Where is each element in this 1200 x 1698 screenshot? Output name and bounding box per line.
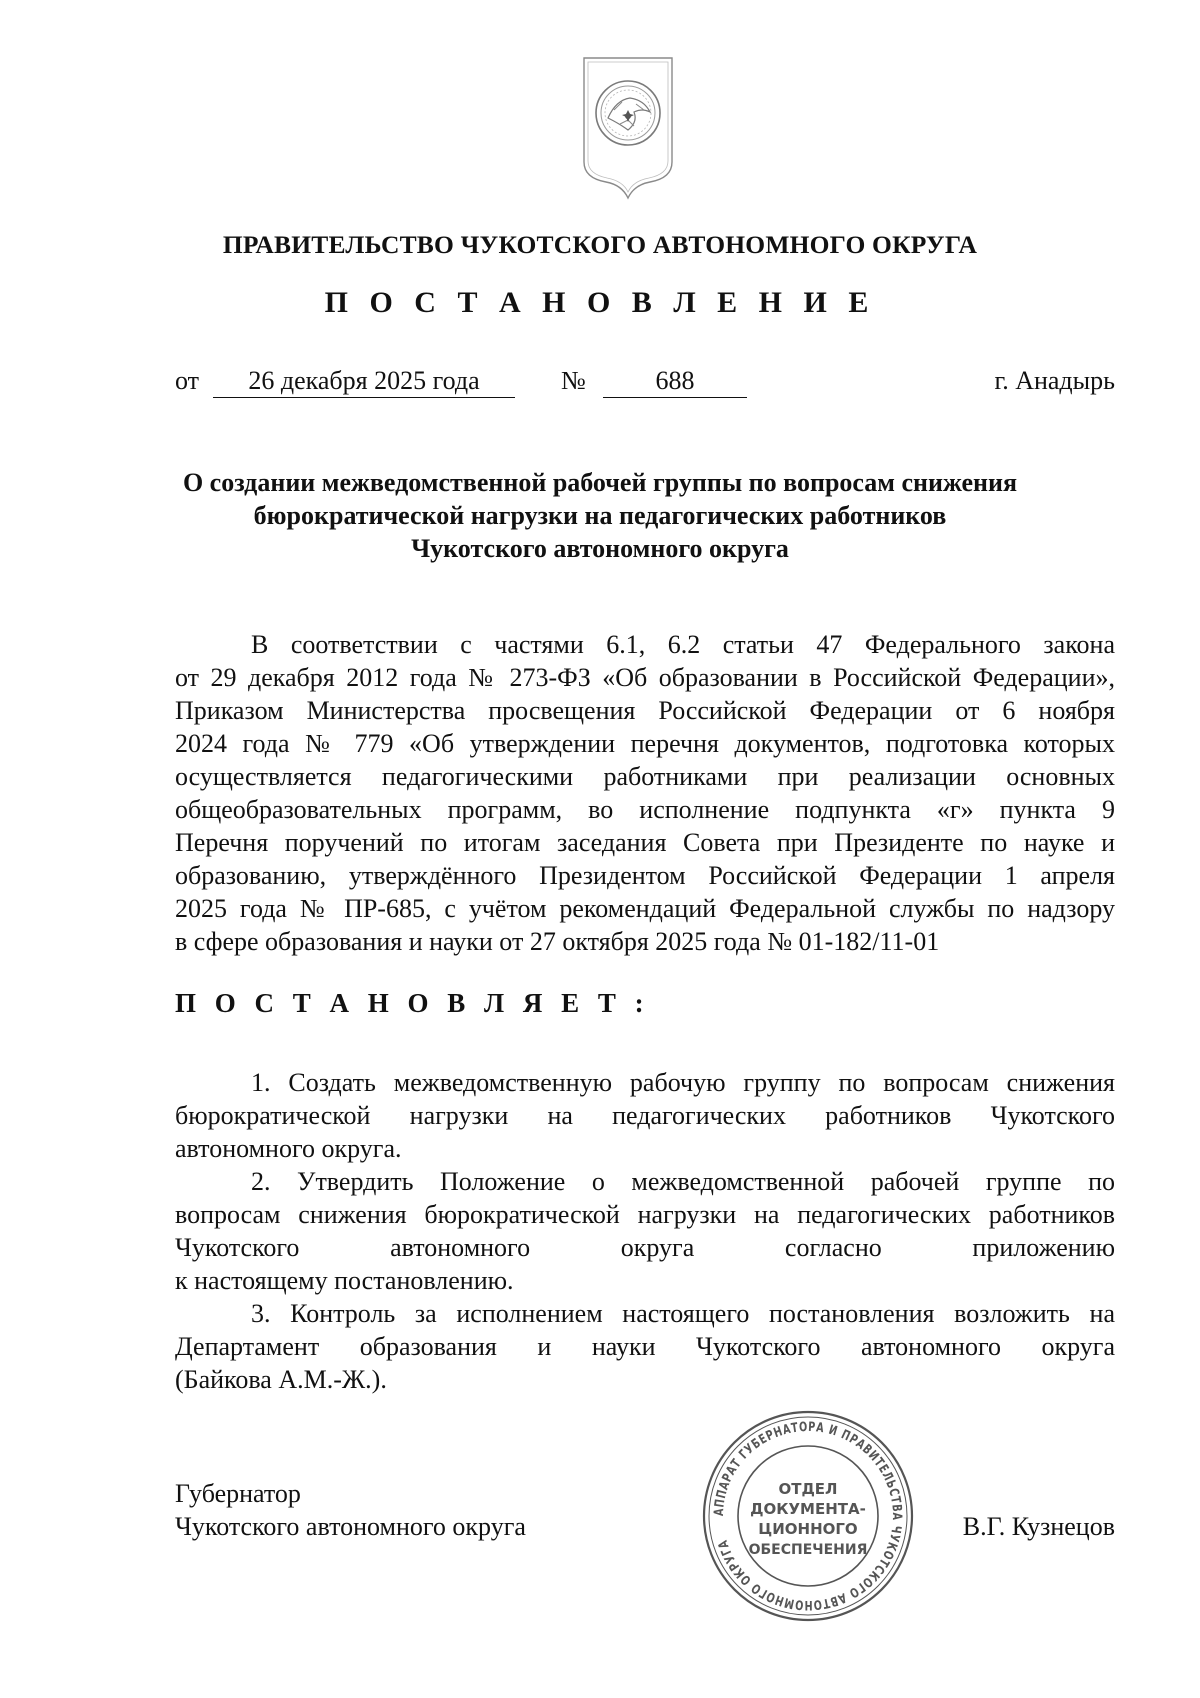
signatory-title-line: Чукотского автономного округа (175, 1512, 526, 1541)
subject-line: О создании межведомственной рабочей группы по вопросам снижения (182, 468, 1018, 497)
date-number-line (175, 366, 1115, 402)
preamble-line: от 29 декабря 2012 года № 273-ФЗ «Об образовании в Российской Федерации», (175, 663, 1115, 692)
item-1-line: автономного округа. (175, 1134, 402, 1163)
preamble-line: 2025 года № ПР-685, с учётом рекомендаций Федеральной службы по надзору (175, 894, 1115, 923)
document-number: 688 (603, 366, 747, 398)
item-2-line: 2. Утвердить Положение о межведомственной рабочей группе по (251, 1167, 1115, 1196)
signatory-title (175, 1477, 526, 1543)
preamble-line: осуществляется педагогическими работниками при реализации основных (175, 762, 1115, 791)
signatory-name: В.Г. Кузнецов (962, 1512, 1115, 1541)
preamble-line: В соответствии с частями 6.1, 6.2 статьи 47 Федерального закона (251, 630, 1115, 659)
preamble-line: общеобразовательных программ, во исполнение подпункта «г» пункта 9 (175, 795, 1115, 824)
subject-line: Чукотского автономного округа (411, 534, 789, 563)
preamble-line: 2024 года № 779 «Об утверждении перечня документов, подготовка которых (175, 729, 1115, 758)
signatory-title-line: Губернатор (175, 1479, 301, 1508)
item-1-line: бюрократической нагрузки на педагогических работников Чукотского (175, 1101, 1115, 1130)
item-1-line: 1. Создать межведомственную рабочую группу по вопросам снижения (251, 1068, 1115, 1097)
item-3-line: Департамент образования и науки Чукотского автономного округа (175, 1332, 1115, 1361)
official-stamp (700, 1408, 916, 1624)
number-sign: № (561, 366, 586, 395)
item-2-line: к настоящему постановлению. (175, 1266, 514, 1295)
stamp-center-line: ЦИОННОГО (758, 1520, 858, 1538)
document-date: 26 декабря 2025 года (213, 366, 515, 398)
item-3-line: (Байкова А.М.-Ж.). (175, 1365, 387, 1394)
coat-of-arms-emblem (578, 50, 678, 200)
preamble-line: Приказом Министерства просвещения Российской Федерации от 6 ноября (175, 696, 1115, 725)
stamp-center-line: ОБЕСПЕЧЕНИЯ (748, 1542, 868, 1558)
stamp-center-line: ОТДЕЛ (778, 1480, 838, 1498)
item-2-line: Чукотского автономного округа согласно приложению (175, 1233, 1115, 1262)
preamble-paragraph (175, 628, 1115, 958)
resolution-items (175, 1066, 1115, 1396)
item-2-line: вопросам снижения бюрократической нагрузки на педагогических работников (175, 1200, 1115, 1229)
document-subject (150, 466, 1050, 565)
preamble-line: образованию, утверждённого Президентом Российской Федерации 1 апреля (175, 861, 1115, 890)
item-3-line: 3. Контроль за исполнением настоящего постановления возложить на (251, 1299, 1115, 1328)
stamp-center-line: ДОКУМЕНТА- (750, 1500, 866, 1518)
organization-title: ПРАВИТЕЛЬСТВО ЧУКОТСКОГО АВТОНОМНОГО ОКРУГА (222, 230, 978, 259)
preamble-line: Перечня поручений по итогам заседания Совета при Президенте по науке и (175, 828, 1115, 857)
preamble-line: в сфере образования и науки от 27 октября 2025 года № 01-182/11-01 (175, 927, 940, 956)
stamp-ring-text: АППАРАТ ГУБЕРНАТОРА И ПРАВИТЕЛЬСТВА ЧУКОТСКОГО АВТОНОМНОГО ОКРУГА (711, 1419, 905, 1613)
document-city: г. Анадырь (994, 366, 1115, 395)
document-type-heading: П О С Т А Н О В Л Е Н И Е (324, 286, 876, 319)
resolves-heading: П О С Т А Н О В Л Я Е Т : (175, 988, 650, 1018)
subject-line: бюрократической нагрузки на педагогических работников (253, 501, 947, 530)
date-prefix: от (175, 366, 200, 395)
